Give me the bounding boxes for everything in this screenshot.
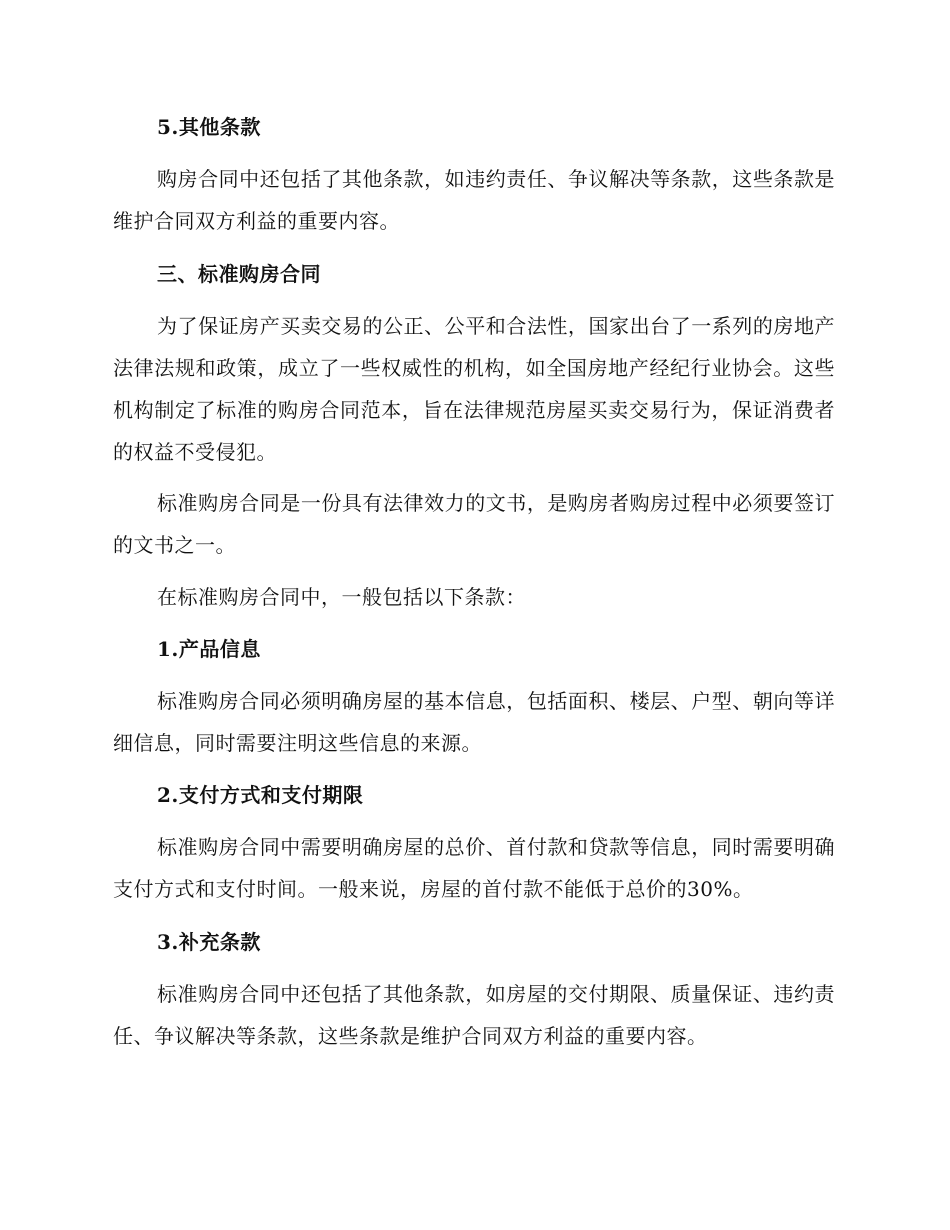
- paragraph-includes-terms: 在标准购房合同中，一般包括以下条款：: [157, 585, 526, 609]
- subheading-payment: 2.支付方式和支付期限: [157, 783, 364, 807]
- paragraph-supplementary: 标准购房合同中还包括了其他条款，如房屋的交付期限、质量保证、违约责任、争议解决等条款，这些条款是维护合同双方利益的重要内容。: [113, 982, 835, 1048]
- paragraph-other-terms: 购房合同中还包括了其他条款，如违约责任、争议解决等条款，这些条款是维护合同双方利益的重要内容。: [113, 167, 835, 233]
- paragraph-legal-effect: 标准购房合同是一份具有法律效力的文书，是购房者购房过程中必须要签订的文书之一。: [113, 491, 835, 557]
- section-heading-other-terms: 5.其他条款: [157, 115, 261, 139]
- paragraph-standard-contract-intro: 为了保证房产买卖交易的公正、公平和合法性，国家出台了一系列的房地产法律法规和政策，成立了一些权威性的机构，如全国房地产经纪行业协会。这些机构制定了标准的购房合同范本，旨在法律规范房屋买卖交易行为，保证消费者的权益不受侵犯。: [113, 314, 835, 464]
- paragraph-product-info: 标准购房合同必须明确房屋的基本信息，包括面积、楼层、户型、朝向等详细信息，同时需要注明这些信息的来源。: [113, 689, 835, 755]
- subheading-product-info: 1.产品信息: [157, 637, 261, 661]
- section-heading-standard-contract: 三、标准购房合同: [157, 262, 321, 286]
- paragraph-payment: 标准购房合同中需要明确房屋的总价、首付款和贷款等信息，同时需要明确支付方式和支付时间。一般来说，房屋的首付款不能低于总价的30%。: [113, 835, 835, 901]
- subheading-supplementary: 3.补充条款: [157, 930, 261, 954]
